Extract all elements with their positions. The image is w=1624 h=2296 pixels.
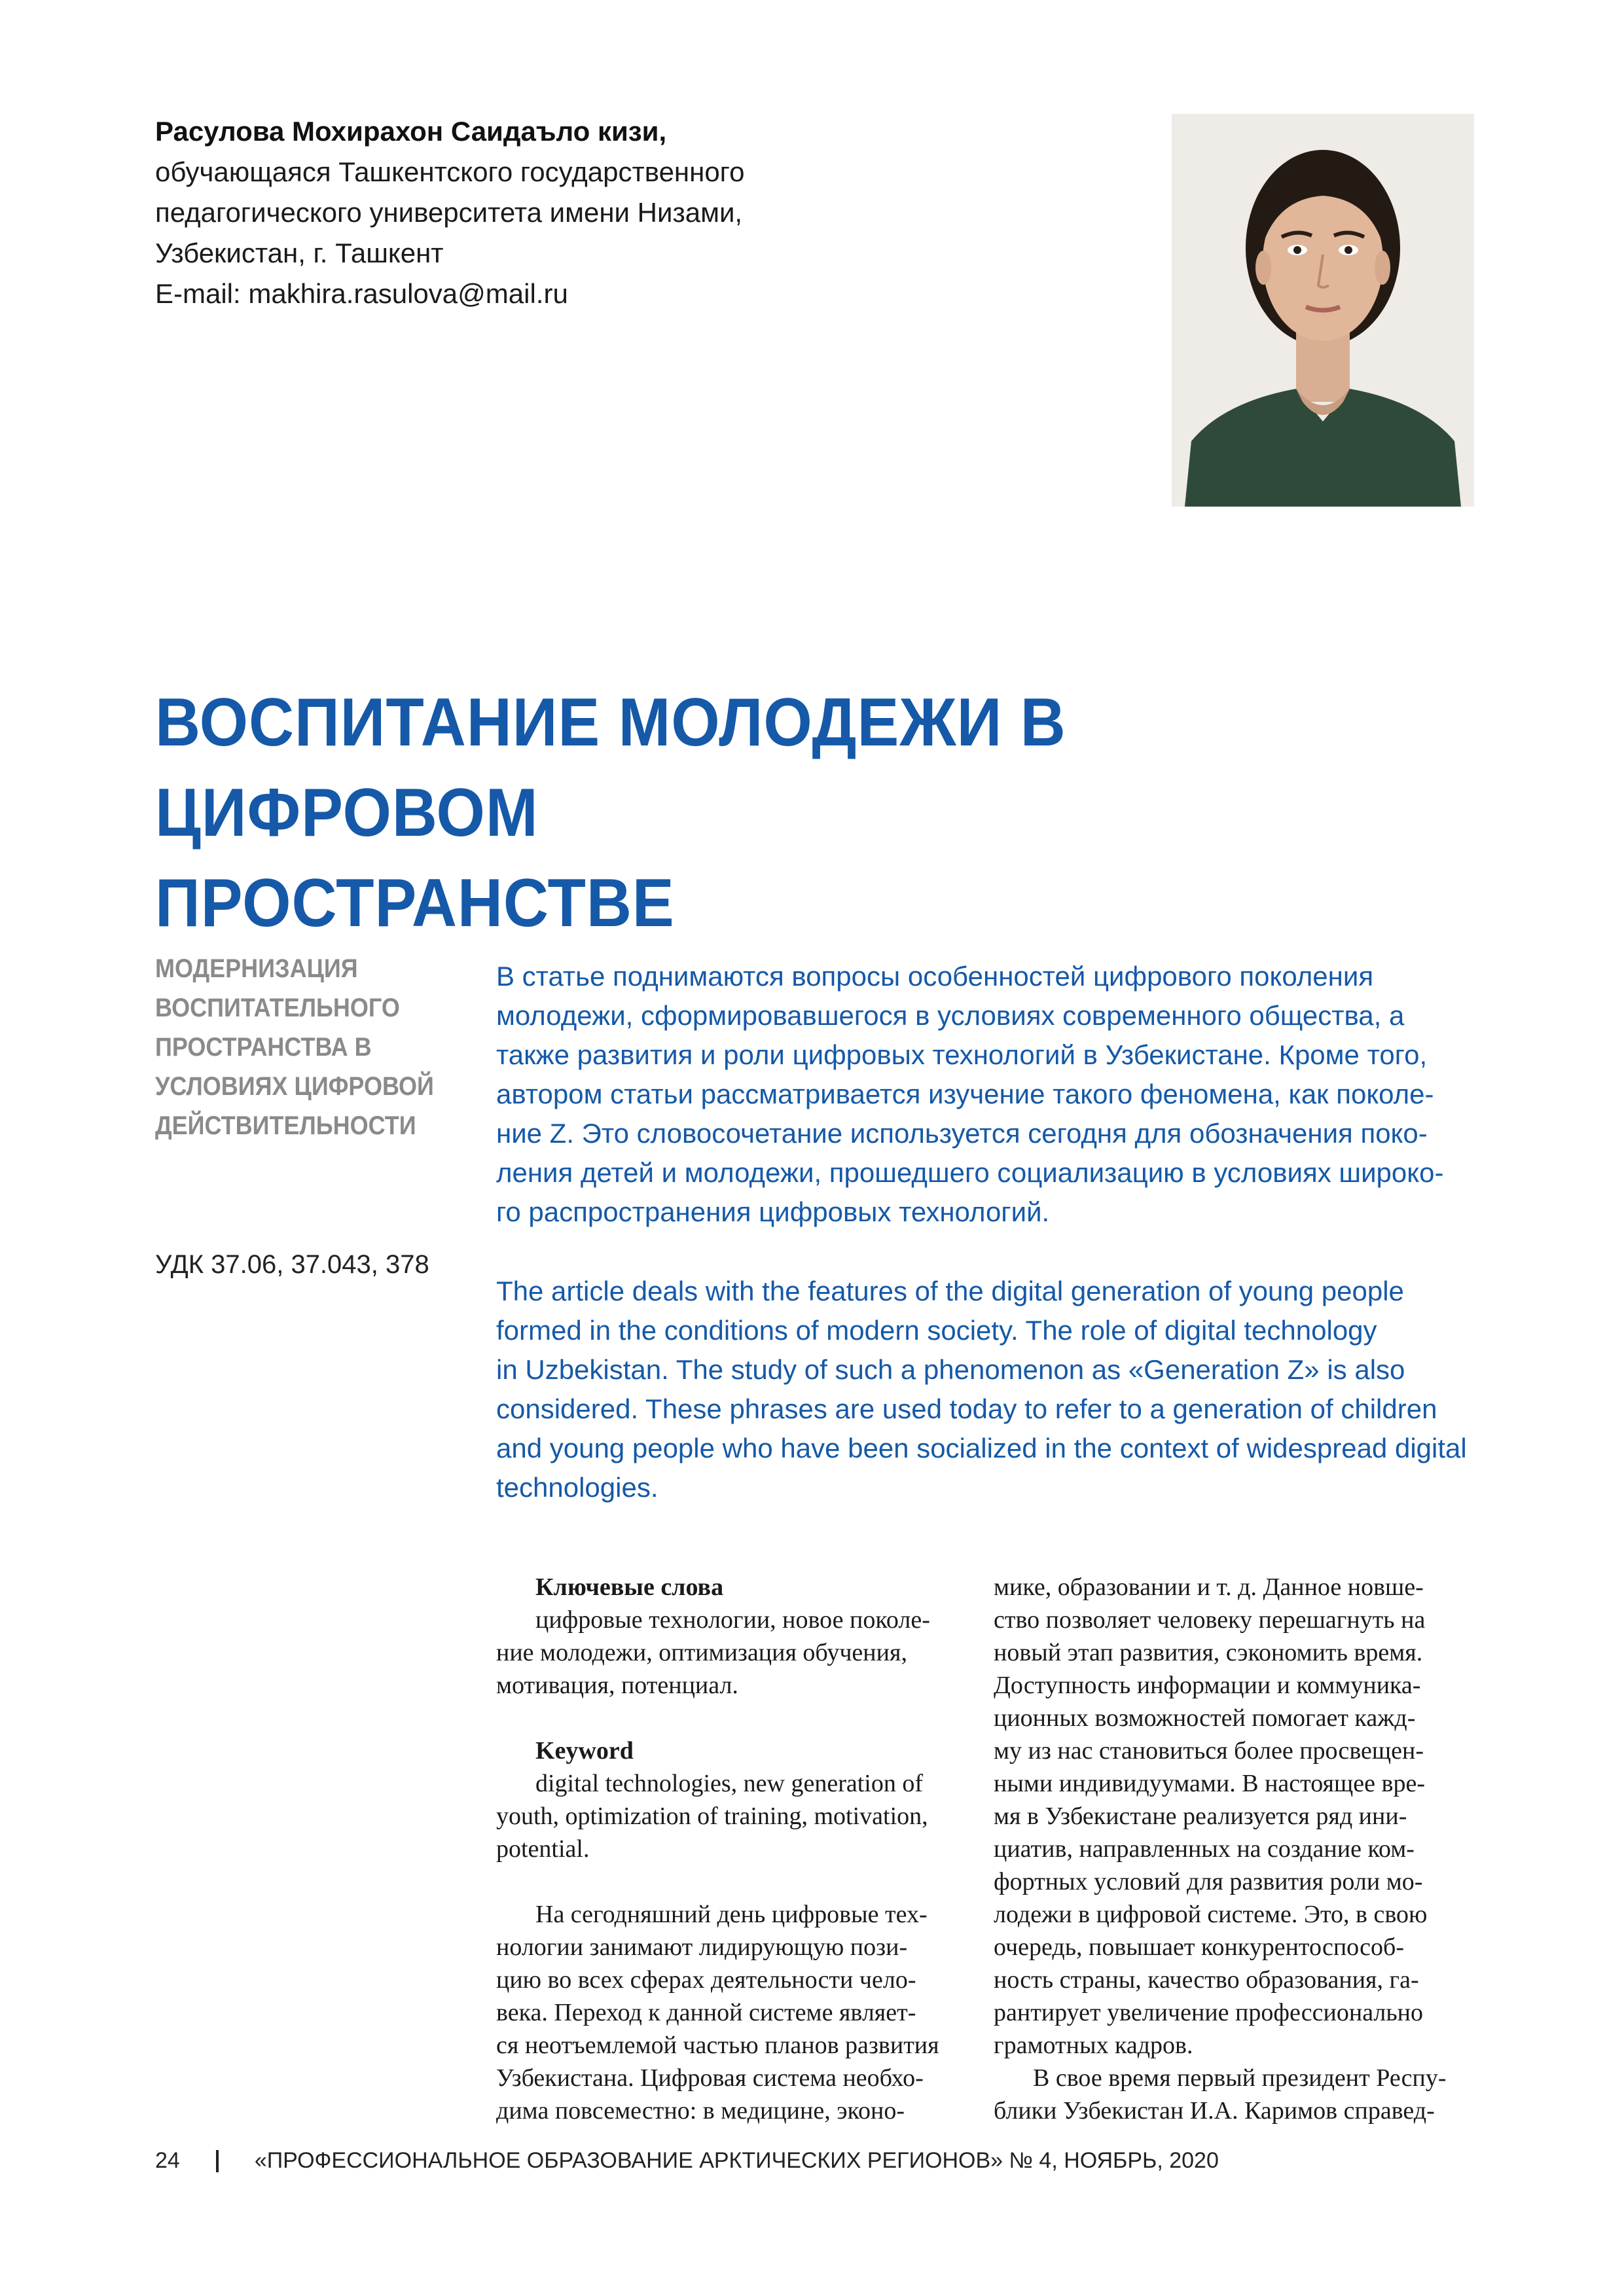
article-title-line: ПРОСТРАНСТВЕ: [155, 865, 675, 941]
body-line: мя в Узбекистане реализуется ряд ини-: [994, 1803, 1407, 1830]
body-line: очередь, повышает конкурентоспособ-: [994, 1933, 1404, 1961]
body-column-left: [496, 1571, 981, 2127]
body-line: блики Узбекистан И.А. Каримов справед-: [994, 2097, 1435, 2125]
author-affiliation-line: обучающаяся Ташкентского государственного: [155, 156, 745, 187]
keywords-line: цифровые технологии, новое поколе-: [535, 1606, 930, 1634]
keywords-line: youth, optimization of training, motivation,: [496, 1803, 928, 1830]
abstract-line: го распространения цифровых технологий.: [496, 1196, 1050, 1227]
journal-name: «ПРОФЕССИОНАЛЬНОЕ ОБРАЗОВАНИЕ АРКТИЧЕСКИХ РЕГИОНОВ» № 4, НОЯБРЬ, 2020: [254, 2148, 1219, 2173]
keywords-heading-en: Keyword: [535, 1737, 634, 1765]
body-line: циатив, направленных на создание ком-: [994, 1835, 1415, 1863]
abstract-line: technologies.: [496, 1472, 659, 1503]
keywords-line: мотивация, потенциал.: [496, 1672, 738, 1699]
abstract-line: and young people who have been socialized in the context of widespread digital: [496, 1433, 1467, 1463]
body-line: лодежи в цифровой системе. Это, в свою: [994, 1901, 1428, 1928]
body-paragraph: [994, 2062, 1478, 2127]
body-paragraph: [496, 1898, 981, 2127]
keywords-ru: [496, 1604, 981, 1702]
body-line: В свое время первый президент Респу-: [1033, 2064, 1447, 2092]
body-line: Узбекистана. Цифровая система необхо-: [496, 2064, 924, 2092]
footer-separator: [216, 2150, 219, 2172]
author-email: E-mail: makhira.rasulova@mail.ru: [155, 278, 568, 309]
abstract-line: В статье поднимаются вопросы особенностей цифрового поколения: [496, 961, 1374, 992]
body-line: рантирует увеличение профессионально: [994, 1999, 1424, 2026]
section-label: [155, 949, 450, 1145]
article-title-line: ВОСПИТАНИЕ МОЛОДЕЖИ В ЦИФРОВОМ: [155, 685, 1066, 851]
body-line: Доступность информации и коммуника-: [994, 1672, 1421, 1699]
abstract-line: также развития и роли цифровых технологий в Узбекистане. Кроме того,: [496, 1039, 1428, 1070]
body-line: му из нас становиться более просвещен-: [994, 1737, 1424, 1765]
body-line: дима повсеместно: в медицине, эконо-: [496, 2097, 905, 2125]
body-line: На сегодняшний день цифровые тех-: [535, 1901, 928, 1928]
section-label-line: ВОСПИТАТЕЛЬНОГО: [155, 994, 400, 1022]
abstract-line: in Uzbekistan. The study of such a phenomenon as «Generation Z» is also: [496, 1354, 1405, 1385]
author-portrait-illustration: [1172, 114, 1474, 507]
abstract-line: ления детей и молодежи, прошедшего социализацию в условиях широко-: [496, 1157, 1444, 1188]
body-line: ность страны, качество образования, га-: [994, 1966, 1419, 1994]
body-line: ся неотъемлемой частью планов развития: [496, 2032, 939, 2059]
abstract-line: ние Z. Это словосочетание используется сегодня для обозначения поко-: [496, 1118, 1428, 1149]
body-line: ными индивидуумами. В настоящее вре-: [994, 1770, 1425, 1797]
author-photo: [1172, 114, 1474, 507]
author-affiliation-line: Узбекистан, г. Ташкент: [155, 238, 444, 268]
keywords-line: ние молодежи, оптимизация обучения,: [496, 1639, 907, 1666]
abstract-line: молодежи, сформировавшегося в условиях современного общества, а: [496, 1000, 1405, 1031]
body-line: новый этап развития, сэкономить время.: [994, 1639, 1423, 1666]
body-paragraph: [994, 1571, 1478, 2062]
body-line: века. Переход к данной системе являет-: [496, 1999, 916, 2026]
section-label-line: ПРОСТРАНСТВА В: [155, 1033, 372, 1062]
body-line: ство позволяет человеку перешагнуть на: [994, 1606, 1426, 1634]
abstract-line: автором статьи рассматривается изучение такого феномена, как поколе-: [496, 1079, 1434, 1109]
abstract-line: considered. These phrases are used today to refer to a generation of children: [496, 1393, 1437, 1424]
abstract-english: [496, 1272, 1478, 1507]
author-block: [155, 111, 1137, 314]
section-label-line: УСЛОВИЯХ ЦИФРОВОЙ: [155, 1072, 434, 1101]
page-number: 24: [155, 2148, 180, 2173]
body-line: цию во всех сферах деятельности чело-: [496, 1966, 916, 1994]
keywords-heading-ru: Ключевые слова: [535, 1573, 724, 1601]
article-title: [155, 677, 1390, 948]
page-footer: [155, 2148, 1219, 2174]
abstract-line: The article deals with the features of the digital generation of young people: [496, 1276, 1404, 1306]
body-line: грамотных кадров.: [994, 2032, 1193, 2059]
abstract-russian: [496, 957, 1478, 1232]
body-column-right: [994, 1571, 1478, 2127]
udk-code: УДК 37.06, 37.043, 378: [155, 1250, 429, 1279]
body-line: фортных условий для развития роли мо-: [994, 1868, 1423, 1895]
abstract-line: formed in the conditions of modern society. The role of digital technology: [496, 1315, 1377, 1346]
keywords-line: digital technologies, new generation of: [535, 1770, 923, 1797]
body-line: ционных возможностей помогает кажд-: [994, 1704, 1416, 1732]
body-line: мике, образовании и т. д. Данное новше-: [994, 1573, 1424, 1601]
author-name: Расулова Мохирахон Саидаъло кизи,: [155, 116, 667, 147]
keywords-en: [496, 1767, 981, 1865]
section-label-line: МОДЕРНИЗАЦИЯ: [155, 954, 358, 983]
keywords-line: potential.: [496, 1835, 590, 1863]
body-line: нологии занимают лидирующую пози-: [496, 1933, 908, 1961]
author-affiliation-line: педагогического университета имени Низами,: [155, 197, 743, 228]
section-label-line: ДЕЙСТВИТЕЛЬНОСТИ: [155, 1111, 416, 1140]
